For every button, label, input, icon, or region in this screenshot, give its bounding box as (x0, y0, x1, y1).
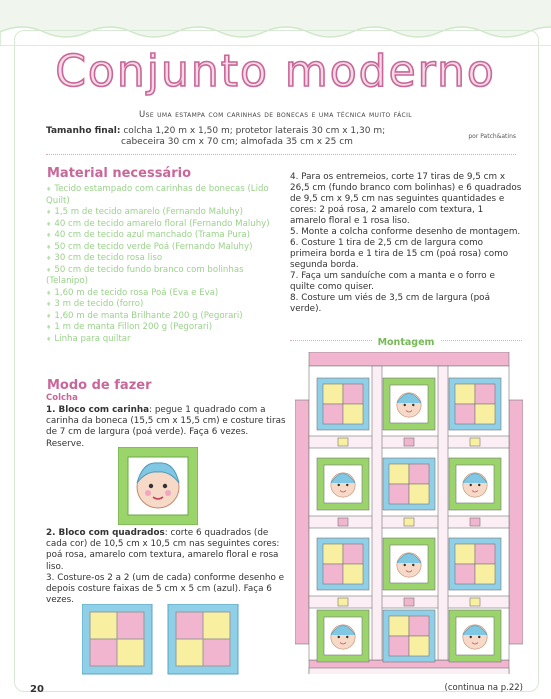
step-3-text: 3. Costure-os 2 a 2 (um de cada) conforme desenho e depois costure faixas de 5 cm x 5 cm (azul). Faça 6 vezes. (46, 572, 285, 606)
doll-face-icon (331, 625, 355, 649)
face-block-diagram (118, 447, 198, 525)
quilt-square (409, 636, 429, 656)
quilt-square (475, 564, 495, 584)
step-4: 4. Para os entremeios, corte 17 tiras de 9,5 cm x 26,5 cm (fundo branco com bolinhas) e 6 quadrados de 9,5 cm x 9,5 cm nas seguintes quantidades e cores: 2 poá rosa, 2 amarelo com textura, 1 amarelo floral e 1 rosa liso. (290, 172, 522, 226)
material-item: ♦ 50 cm de tecido fundo branco com bolinhas (46, 265, 286, 277)
step-1 (46, 405, 286, 450)
quilt-square (343, 384, 363, 404)
material-item: (Telanipo) (46, 276, 88, 286)
material-item: ♦ Linha para quiltar (46, 334, 286, 346)
material-item: ♦ 1 m de manta Fillon 200 g (Pegorari) (46, 322, 286, 334)
step-8: 8. Costure um viés de 3,5 cm de largura (poá verde). (290, 293, 490, 314)
doll-face-icon (397, 553, 421, 577)
material-item: ♦ 1,60 m de tecido rosa Poá (Eva e Eva) (46, 288, 286, 300)
tamanho-label: Tamanho final: (46, 126, 121, 136)
material-item: ♦ 30 cm de tecido rosa liso (46, 253, 286, 265)
quilt-cornerstone (470, 438, 480, 446)
material-item: ♦ Tecido estampado com carinhas de bonecas (Lido (46, 184, 286, 196)
quilt-cornerstone (470, 518, 480, 526)
doll-face-icon (463, 473, 487, 497)
quilt-square (323, 564, 343, 584)
quilt-square (409, 616, 429, 636)
step-1-text: : pegue 1 quadrado com a carinha da boneca (15,5 cm x 15,5 cm) e costure tiras de 7 cm de largura (poá verde). Faça 6 vezes. Reserve. (46, 405, 286, 449)
quilt-cornerstone (404, 598, 414, 606)
quilt-square (409, 484, 429, 504)
step-6: 6. Costure 1 tira de 2,5 cm de largura como primeira borda e 1 tira de 15 cm (poá rosa) como segunda borda. (290, 238, 509, 270)
quilt-cornerstone (404, 438, 414, 446)
page-number: 20 (30, 684, 44, 695)
material-item: ♦ 1,5 m de tecido amarelo (Fernando Maluhy) (46, 207, 286, 219)
tamanho-line2: cabeceira 30 cm x 70 cm; almofada 35 cm x 25 cm (121, 137, 353, 147)
material-item: Quilt) (46, 195, 70, 206)
material-item: ♦ 50 cm de tecido verde Poá (Fernando Maluhy) (46, 242, 286, 254)
quilt-square (475, 384, 495, 404)
quilt-cornerstone (404, 518, 414, 526)
quilt-sashing (309, 668, 509, 674)
page-title: Conjunto moderno (55, 46, 496, 97)
quilt-square (455, 564, 475, 584)
right-steps (290, 172, 522, 315)
material-list (46, 184, 286, 345)
material-item: ♦ 40 cm de tecido azul manchado (Trama Pura) (46, 230, 286, 242)
quilt-square (323, 544, 343, 564)
step-7: 7. Faça um sanduíche com a manta e o forro e quilte como quiser. (290, 271, 495, 292)
step-2-3 (46, 528, 286, 606)
step-1-title: 1. Bloco com carinha (46, 405, 150, 415)
quilt-border-top (309, 352, 509, 366)
quilt-square (409, 464, 429, 484)
quilt-square (343, 404, 363, 424)
quilt-cornerstone (338, 438, 348, 446)
continua-note: (continua na p.22) (444, 683, 523, 693)
step-2-text: : corte 6 quadrados (de cada cor) de 10,5 cm x 10,5 cm nas seguintes cores: poá rosa, amarelo com textura, amarelo floral e rosa liso. (46, 528, 280, 572)
material-item: ♦ 40 cm de tecido amarelo floral (Fernando Maluhy) (46, 219, 286, 231)
quilt-square (389, 484, 409, 504)
quilt-square (323, 404, 343, 424)
quilt-square (343, 544, 363, 564)
quilt-cornerstone (470, 598, 480, 606)
doll-face-icon (463, 625, 487, 649)
quilt-square (455, 544, 475, 564)
quilt-border-left (295, 400, 309, 644)
tamanho-line1: colcha 1,20 m x 1,50 m; protetor laterais 30 cm x 1,30 m; (123, 126, 386, 136)
quilt-square (455, 384, 475, 404)
material-item: ♦ 1,60 m de manta Brilhante 200 g (Pegorari) (46, 311, 286, 323)
doll-face-icon (397, 393, 421, 417)
montagem-title: Montagem (372, 337, 441, 348)
square-blocks-diagram (82, 604, 242, 676)
montagem-label (290, 330, 522, 350)
quilt-border-right (509, 400, 523, 644)
author-credit: por Patch&atins (468, 133, 516, 140)
quilt-square (475, 544, 495, 564)
material-item: ♦ 3 m de tecido (forro) (46, 299, 286, 311)
quilt-cornerstone (338, 598, 348, 606)
quilt-sashing (372, 366, 382, 660)
quilt-assembly-diagram (295, 352, 523, 674)
quilt-square (455, 404, 475, 424)
material-heading: Material necessário (47, 166, 192, 181)
colcha-subheading: Colcha (46, 393, 78, 403)
quilt-sashing (438, 366, 448, 660)
step-2-title: 2. Bloco com quadrados (46, 528, 165, 538)
quilt-square (475, 404, 495, 424)
quilt-square (389, 464, 409, 484)
tamanho-final (46, 126, 516, 148)
quilt-square (343, 564, 363, 584)
modo-heading: Modo de fazer (47, 378, 152, 393)
step-5: 5. Monte a colcha conforme desenho de montagem. (290, 227, 521, 237)
quilt-cornerstone (338, 518, 348, 526)
dotted-separator (46, 154, 516, 155)
doll-face-icon (331, 473, 355, 497)
page-subtitle: Use uma estampa com carinhas de bonecas e uma técnica muito fácil (139, 110, 412, 120)
quilt-square (323, 384, 343, 404)
quilt-square (389, 636, 409, 656)
quilt-square (389, 616, 409, 636)
